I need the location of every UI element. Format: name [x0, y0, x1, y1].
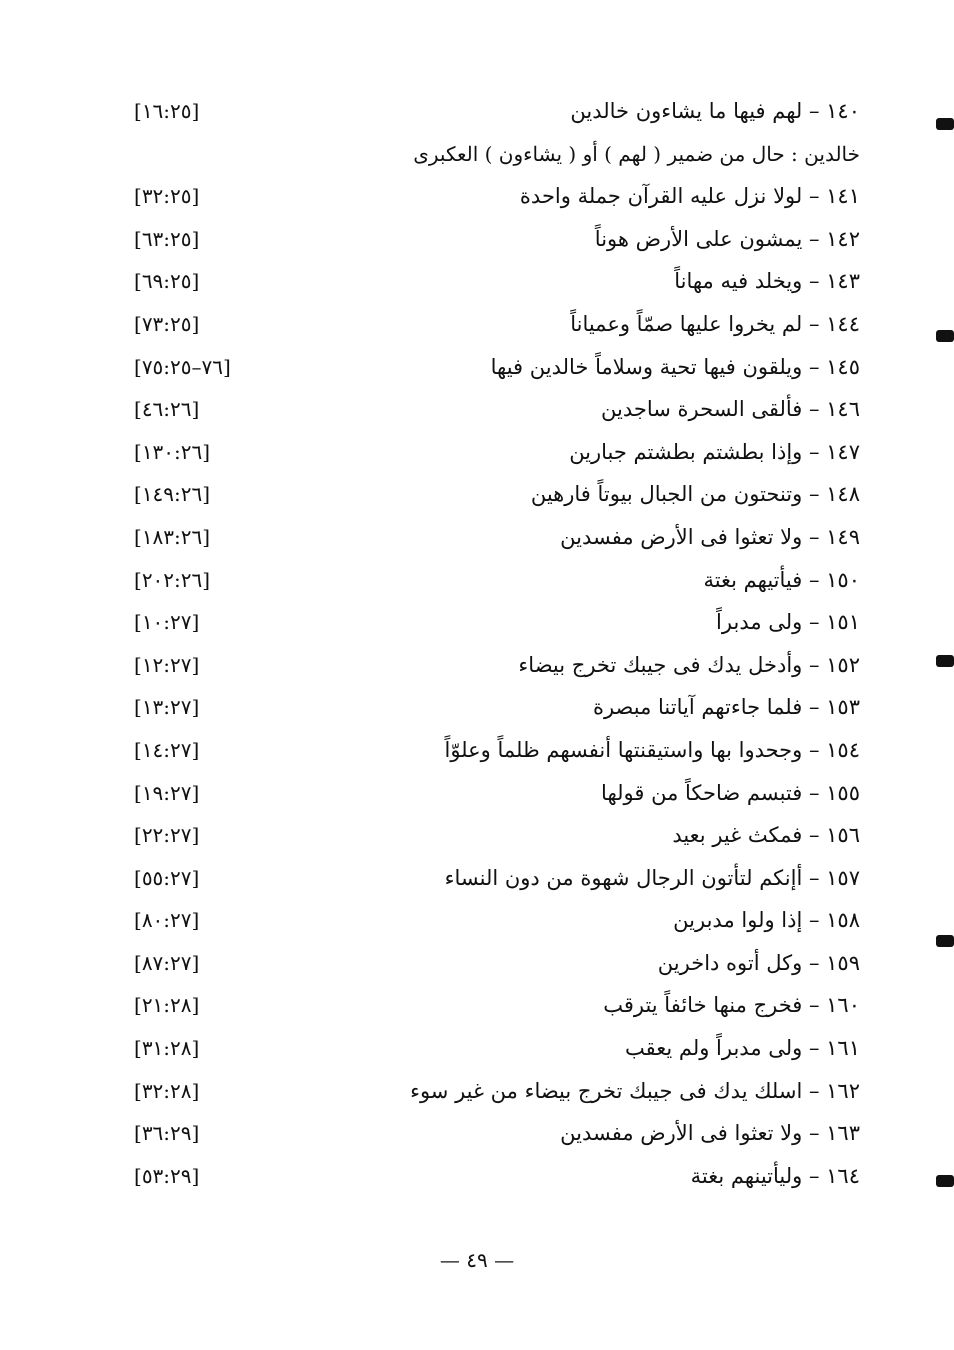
entry-text: ١٤٥ – ويلقون فيها تحية وسلاماً خالدين فيها [490, 354, 860, 379]
entry-text: خالدين : حال من ضمير ( لهم ) أو ( يشاءون ) العكبرى [413, 141, 860, 166]
entry-text: ١٥٥ – فتبسم ضاحكاً من قولها [601, 780, 860, 805]
entry-text: ١٥٣ – فلما جاءتهم آياتنا مبصرة [592, 695, 860, 720]
entry-row [120, 984, 860, 1027]
entry-row [120, 133, 860, 176]
entry-row [120, 218, 860, 261]
edge-mark [936, 1175, 954, 1187]
entry-row [120, 1155, 860, 1198]
entry-text: ١٥٧ – أإنكم لتأتون الرجال شهوة من دون النساء [444, 865, 860, 890]
entry-reference: [٥٥:٢٧] [134, 865, 200, 890]
entry-text: ١٦٠ – فخرج منها خائفاً يترقب [603, 993, 860, 1018]
entry-reference: [٨٠:٢٧] [134, 908, 200, 933]
entry-reference: [١٠:٢٧] [134, 610, 200, 635]
entry-row [120, 175, 860, 218]
entry-row [120, 388, 860, 431]
entry-row [120, 644, 860, 687]
entry-row [120, 1070, 860, 1113]
entry-row [120, 90, 860, 133]
entry-text: ١٦٤ – وليأتينهم بغتة [690, 1163, 860, 1188]
entry-text: ١٤٨ – وتنحتون من الجبال بيوتاً فارهين [530, 482, 860, 507]
entry-row [120, 1027, 860, 1070]
entry-row [120, 601, 860, 644]
entry-row [120, 857, 860, 900]
entry-reference: [١٣٠:٢٦] [134, 439, 211, 464]
entry-row [120, 431, 860, 474]
entry-text: ١٤٧ – وإذا بطشتم بطشتم جبارين [569, 439, 860, 464]
entry-reference: [٨٧:٢٧] [134, 950, 200, 975]
edge-mark [936, 118, 954, 130]
entry-reference: [٦٣:٢٥] [134, 226, 200, 251]
entry-reference: [٣٢:٢٨] [134, 1078, 200, 1103]
entry-reference: [١٤:٢٧] [134, 737, 200, 762]
edge-mark [936, 330, 954, 342]
entry-row [120, 772, 860, 815]
entry-reference: [٣٢:٢٥] [134, 184, 200, 209]
entry-row [120, 729, 860, 772]
entry-text: ١٤٢ – يمشون على الأرض هوناً [594, 226, 860, 251]
entry-reference: [٢٠٢:٢٦] [134, 567, 211, 592]
entry-row [120, 303, 860, 346]
entry-text: ١٥١ – ولى مدبراً [716, 610, 860, 635]
entry-reference: [١٢:٢٧] [134, 652, 200, 677]
entry-reference: [١٤٩:٢٦] [134, 482, 211, 507]
entry-reference: [٧٣:٢٥] [134, 311, 200, 336]
entry-row [120, 899, 860, 942]
entry-text: ١٦٣ – ولا تعثوا فى الأرض مفسدين [560, 1121, 860, 1146]
entry-reference: [١٩:٢٧] [134, 780, 200, 805]
entry-text: ١٥٢ – وأدخل يدك فى جيبك تخرج بيضاء [518, 652, 860, 677]
entry-row [120, 814, 860, 857]
entry-list [120, 90, 860, 1197]
entry-reference: [٢١:٢٨] [134, 993, 200, 1018]
entry-row [120, 473, 860, 516]
entry-reference: [١٣:٢٧] [134, 695, 200, 720]
entry-text: ١٤١ – لولا نزل عليه القرآن جملة واحدة [519, 184, 860, 209]
entry-text: ١٤٦ – فألقى السحرة ساجدين [601, 397, 860, 422]
entry-text: ١٥٤ – وجحدوا بها واستيقنتها أنفسهم ظلماً وعلوّاً [444, 737, 860, 762]
entry-text: ١٤٩ – ولا تعثوا فى الأرض مفسدين [560, 524, 860, 549]
entry-text: ١٥٦ – فمكث غير بعيد [672, 823, 860, 848]
entry-row [120, 260, 860, 303]
entry-reference: [٤٦:٢٦] [134, 397, 200, 422]
entry-reference: [٥٣:٢٩] [134, 1163, 200, 1188]
entry-row [120, 942, 860, 985]
entry-row [120, 559, 860, 602]
entry-text: ١٥٠ – فيأتيهم بغتة [703, 567, 860, 592]
page-number: — ٤٩ — [439, 1248, 515, 1272]
entry-row [120, 1112, 860, 1155]
edge-mark [936, 655, 954, 667]
entry-row [120, 686, 860, 729]
entry-reference: [١٨٣:٢٦] [134, 524, 211, 549]
entry-text: ١٤٣ – ويخلد فيه مهاناً [674, 269, 860, 294]
entry-reference: [١٦:٢٥] [134, 99, 200, 123]
entry-text: ١٤٠ – لهم فيها ما يشاءون خالدين [570, 99, 860, 123]
entry-row [120, 516, 860, 559]
entry-row [120, 346, 860, 389]
entry-reference: [٣٦:٢٩] [134, 1121, 200, 1146]
entry-reference: [٧٦–٧٥:٢٥] [134, 354, 231, 379]
entry-text: ١٤٤ – لم يخروا عليها صمّاً وعمياناً [570, 311, 860, 336]
entry-reference: [٦٩:٢٥] [134, 269, 200, 294]
entry-text: ١٥٨ – إذا ولوا مدبرين [673, 908, 860, 933]
entry-text: ١٥٩ – وكل أتوه داخرين [657, 950, 860, 975]
entry-text: ١٦١ – ولى مدبراً ولم يعقب [624, 1036, 860, 1061]
entry-reference: [٢٢:٢٧] [134, 823, 200, 848]
entry-text: ١٦٢ – اسلك يدك فى جيبك تخرج بيضاء من غير سوء [410, 1078, 860, 1103]
edge-mark [936, 935, 954, 947]
entry-reference: [٣١:٢٨] [134, 1036, 200, 1061]
